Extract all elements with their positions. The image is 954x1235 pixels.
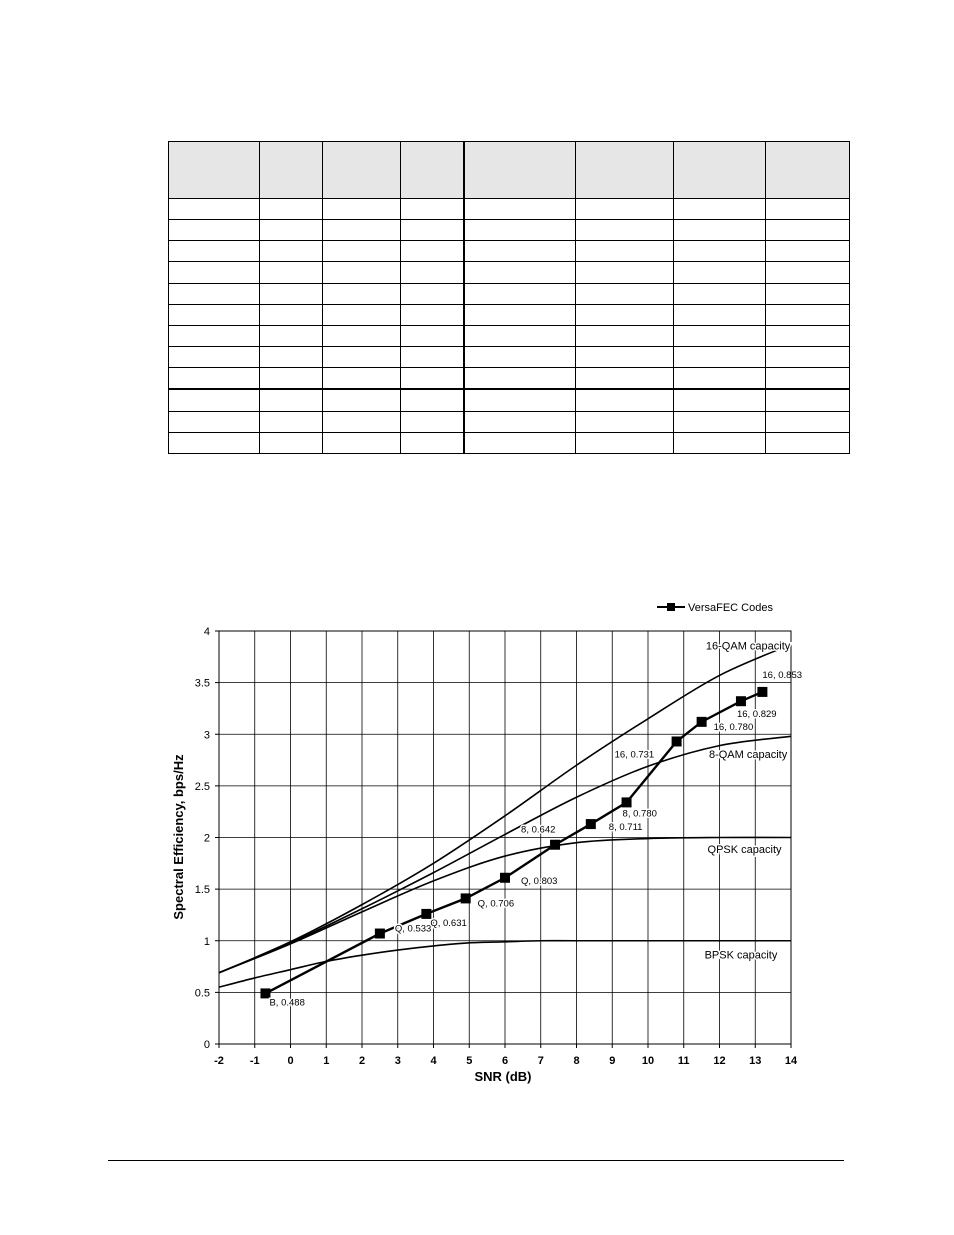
data-point-label: 16, 0.780 bbox=[713, 721, 754, 733]
data-point-marker bbox=[500, 873, 510, 883]
y-tick-label: 3 bbox=[203, 729, 210, 742]
x-tick-label: 9 bbox=[609, 1055, 616, 1067]
x-tick-label: 7 bbox=[537, 1055, 544, 1067]
data-point-label: 16, 0.829 bbox=[736, 709, 777, 721]
data-point-label: Q, 0.631 bbox=[430, 917, 467, 929]
x-tick-label: 11 bbox=[677, 1055, 690, 1067]
curve-annotation: 8-QAM capacity bbox=[708, 748, 788, 761]
data-point-label: 8, 0.642 bbox=[521, 824, 556, 836]
data-point-label: 16, 0.731 bbox=[614, 749, 655, 761]
x-axis-ticks bbox=[214, 1044, 798, 1067]
curve-annotations bbox=[705, 641, 791, 962]
x-tick-label: 10 bbox=[641, 1055, 655, 1067]
y-tick-label: 3.5 bbox=[194, 677, 210, 690]
x-tick-label: -2 bbox=[214, 1055, 224, 1067]
data-point-label: Q, 0.803 bbox=[521, 875, 558, 887]
y-tick-label: 1 bbox=[203, 935, 210, 948]
curve-annotation: 16-QAM capacity bbox=[705, 640, 791, 653]
y-tick-label: 2 bbox=[203, 832, 210, 845]
data-point-marker bbox=[586, 819, 596, 829]
curve-annotation: QPSK capacity bbox=[707, 843, 782, 856]
x-tick-label: 14 bbox=[784, 1055, 798, 1067]
x-axis-label: SNR (dB) bbox=[474, 1069, 532, 1084]
data-point-marker bbox=[622, 797, 632, 807]
footer-rule bbox=[108, 1160, 844, 1161]
data-point-label: 16, 0.853 bbox=[762, 669, 803, 681]
x-tick-label: 5 bbox=[466, 1055, 473, 1067]
x-tick-label: 1 bbox=[323, 1055, 330, 1067]
x-tick-label: 8 bbox=[573, 1055, 580, 1067]
x-tick-label: 12 bbox=[713, 1055, 726, 1067]
data-point-label: Q, 0.706 bbox=[477, 898, 515, 910]
legend bbox=[657, 602, 773, 614]
data-point-label: Q, 0.533 bbox=[394, 923, 432, 935]
y-axis-label: Spectral Efficiency, bps/Hz bbox=[171, 754, 186, 920]
curve-annotation: BPSK capacity bbox=[704, 949, 778, 962]
x-tick-label: 13 bbox=[749, 1055, 762, 1067]
legend-label: VersaFEC Codes bbox=[688, 602, 773, 614]
y-tick-label: 1.5 bbox=[194, 884, 210, 897]
data-point-marker bbox=[375, 929, 385, 939]
x-tick-label: -1 bbox=[249, 1055, 260, 1067]
data-point-marker bbox=[672, 736, 682, 746]
data-point-marker bbox=[757, 687, 767, 697]
y-axis-ticks bbox=[195, 626, 219, 1051]
x-tick-label: 6 bbox=[501, 1055, 509, 1067]
x-tick-label: 4 bbox=[430, 1055, 437, 1067]
legend-marker bbox=[667, 603, 675, 611]
y-tick-label: 2.5 bbox=[194, 780, 210, 793]
y-tick-label: 4 bbox=[203, 626, 210, 638]
data-point-marker bbox=[550, 840, 560, 850]
x-tick-label: 0 bbox=[287, 1055, 294, 1067]
versafec-line bbox=[265, 692, 762, 993]
data-point-label: 8, 0.711 bbox=[608, 822, 643, 834]
data-point-label: B, 0.488 bbox=[269, 997, 305, 1009]
data-point-label: 8, 0.780 bbox=[622, 808, 657, 820]
data-point-marker bbox=[697, 717, 707, 727]
y-tick-label: 0.5 bbox=[194, 987, 210, 1000]
x-tick-label: 3 bbox=[394, 1055, 401, 1067]
y-tick-label: 0 bbox=[203, 1039, 210, 1051]
x-tick-label: 2 bbox=[358, 1055, 366, 1067]
data-point-marker bbox=[736, 696, 746, 706]
data-point-marker bbox=[461, 893, 471, 903]
